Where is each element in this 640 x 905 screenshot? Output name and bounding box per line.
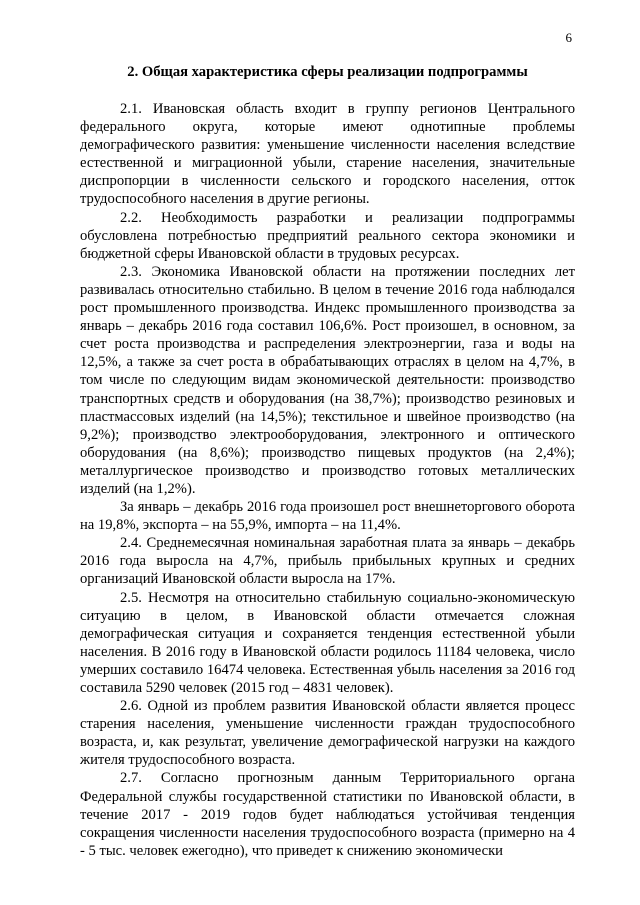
section-title: 2. Общая характеристика сферы реализации подпрограммы xyxy=(127,64,528,80)
paragraph-2-5: 2.5. Несмотря на относительно стабильную социально-экономическую ситуацию в целом, в Ивановской области отмечается сложная демографическая ситуация и сохраняется тенденция естественной убыли населения. В 2016 году в Ивановской области родилось 11184 человека, число умерших составило 16474 человека. Естественная убыль населения за 2016 год составила 5290 человек (2015 год – 4831 человек). xyxy=(80,589,575,696)
paragraph-2-3: 2.3. Экономика Ивановской области на протяжении последних лет развивалась относительно стабильно. В целом в течение 2016 года наблюдался рост промышленного производства. Индекс промышленного производства за январь – декабрь 2016 года составил 106,6%. Рост произошел, в основном, за счет роста производства и распределения электроэнергии, газа и воды на 12,5%, а также за счет роста в обрабатывающих отраслях в целом на 4,7%, в том числе по следующим видам экономической деятельности: производство транспортных средств и оборудования (на 38,7%); производство резиновых и пластмассовых изделий (на 14,5%); текстильное и швейное производство (на 9,2%); производство электрооборудования, электронного и оптического оборудования (на 8,6%); производство пищевых продуктов (на 2,4%); металлургическое производство и производство готовых металлических изделий (на 1,2%). xyxy=(80,263,575,497)
paragraph-foreign-trade: За январь – декабрь 2016 года произошел рост внешнеторгового оборота на 19,8%, экспорта – на 55,9%, импорта – на 11,4%. xyxy=(80,499,575,534)
paragraph-2-2: 2.2. Необходимость разработки и реализации подпрограммы обусловлена потребностью предприятий реального сектора экономики и бюджетной сферы Ивановской области в трудовых ресурсах. xyxy=(80,209,575,262)
page-number: 6 xyxy=(565,30,572,45)
paragraph-2-6: 2.6. Одной из проблем развития Ивановской области является процесс старения населения, уменьшение численности граждан трудоспособного возраста, и, как результат, увеличение демографической нагрузки на каждого жителя трудоспособного возраста. xyxy=(80,698,575,769)
paragraph-2-1: 2.1. Ивановская область входит в группу регионов Центрального федерального округа, которые имеют однотипные проблемы демографического развития: уменьшение численности населения вследствие естественной и миграционной убыли, старение населения, значительные диспропорции в численности сельского и городского населения, отток трудоспособного населения в другие регионы. xyxy=(80,101,575,208)
paragraph-2-7: 2.7. Согласно прогнозным данным Территориального органа Федеральной службы государственной статистики по Ивановской области, в течение 2017 - 2019 годов будет наблюдаться устойчивая тенденция сокращения численности населения трудоспособного возраста (примерно на 4 - 5 тыс. человек ежегодно), что приведет к снижению экономически xyxy=(80,770,575,859)
body-text xyxy=(80,100,575,860)
paragraph-2-4: 2.4. Среднемесячная номинальная заработная плата за январь – декабрь 2016 года выросла на 4,7%, прибыль прибыльных крупных и средних организаций Ивановской области выросла на 17%. xyxy=(80,535,575,588)
